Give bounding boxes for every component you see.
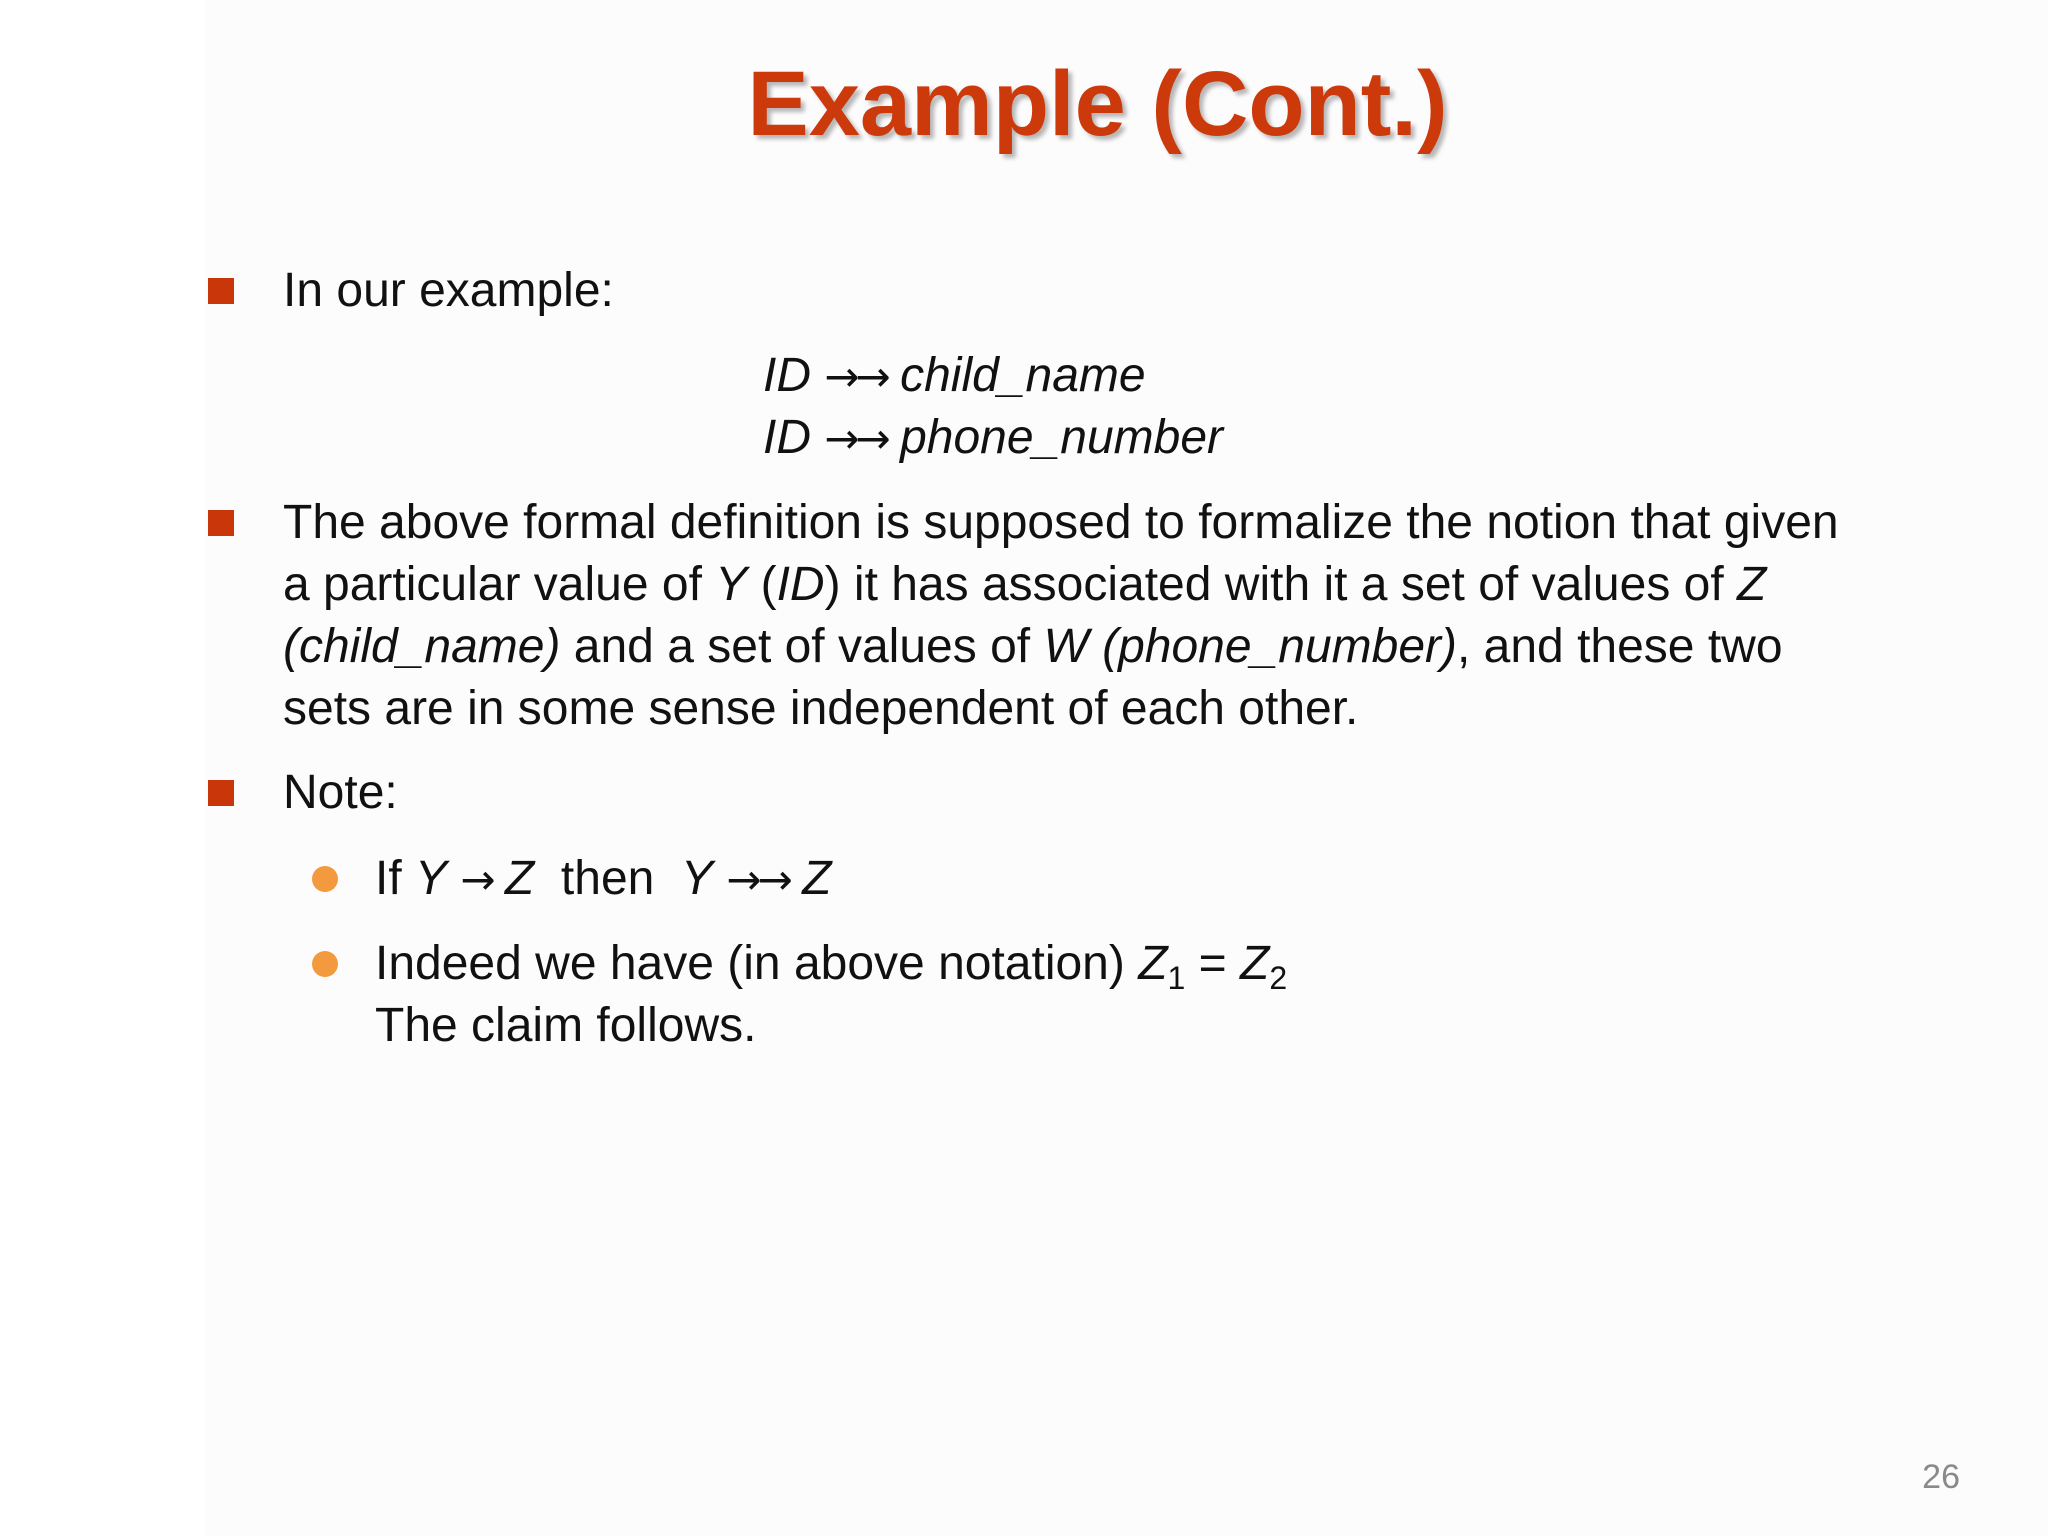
bullet-note: Note: [283, 766, 398, 819]
bullet-in-our-example: In our example: [283, 264, 614, 317]
formula-lhs: ID [763, 411, 811, 464]
text-run: ) it has associated with it a set of values of [824, 558, 1738, 611]
slide-title: Example (Cont.) [747, 53, 1448, 155]
var-id: ID [776, 558, 825, 611]
var-z: Z [504, 852, 535, 905]
formula-id-phone-number [763, 407, 1223, 470]
bullet-definition-line-3 [283, 616, 1783, 678]
square-bullet-icon [208, 780, 234, 806]
bullet-definition-line-4: sets are in some sense independent of each other. [283, 682, 1359, 735]
sub-bullet-indeed [375, 933, 1287, 999]
page-number: 26 [1922, 1458, 1960, 1496]
slide-content-area [205, 0, 2048, 1536]
square-bullet-icon [208, 510, 234, 536]
var-w: W [1043, 620, 1089, 673]
text-run: ( [747, 558, 777, 611]
text-run: , and these two [1456, 620, 1783, 673]
double-arrow-icon: →→ [726, 855, 789, 904]
var-z: Z [1240, 937, 1270, 990]
var-child-name: (child_name) [283, 620, 561, 673]
arrow-icon: → [460, 855, 492, 904]
circle-bullet-icon [312, 951, 338, 977]
formula-rhs: child_name [900, 349, 1146, 402]
text-run: = [1185, 937, 1241, 990]
double-arrow-icon: →→ [824, 352, 887, 401]
subscript: 1 [1167, 960, 1186, 996]
var-phone-number: (phone_number) [1088, 620, 1457, 673]
formula-lhs: ID [763, 349, 811, 402]
circle-bullet-icon [312, 866, 338, 892]
text-run: Indeed we have (in above notation) [375, 937, 1139, 990]
slide-left-margin [0, 0, 205, 1536]
double-arrow-icon: →→ [824, 414, 887, 463]
formula-rhs: phone_number [900, 411, 1223, 464]
square-bullet-icon [208, 278, 234, 304]
var-z: Z [1737, 558, 1767, 611]
var-y: Y [415, 852, 448, 905]
sub-bullet-claim-follows: The claim follows. [375, 999, 757, 1052]
bullet-definition-line-2 [283, 554, 1766, 616]
formula-id-child-name [763, 345, 1146, 408]
var-z: Z [802, 852, 832, 905]
bullet-definition-line-1: The above formal definition is supposed to formalize the notion that given [283, 496, 1839, 549]
text-run: a particular value of [283, 558, 716, 611]
var-y: Y [681, 852, 714, 905]
sub-bullet-if-then [375, 848, 831, 911]
subscript: 2 [1269, 960, 1288, 996]
text-run: If [375, 852, 416, 905]
var-y: Y [715, 558, 748, 611]
var-z: Z [1138, 937, 1168, 990]
text-run: then [534, 852, 682, 905]
text-run: and a set of values of [560, 620, 1044, 673]
